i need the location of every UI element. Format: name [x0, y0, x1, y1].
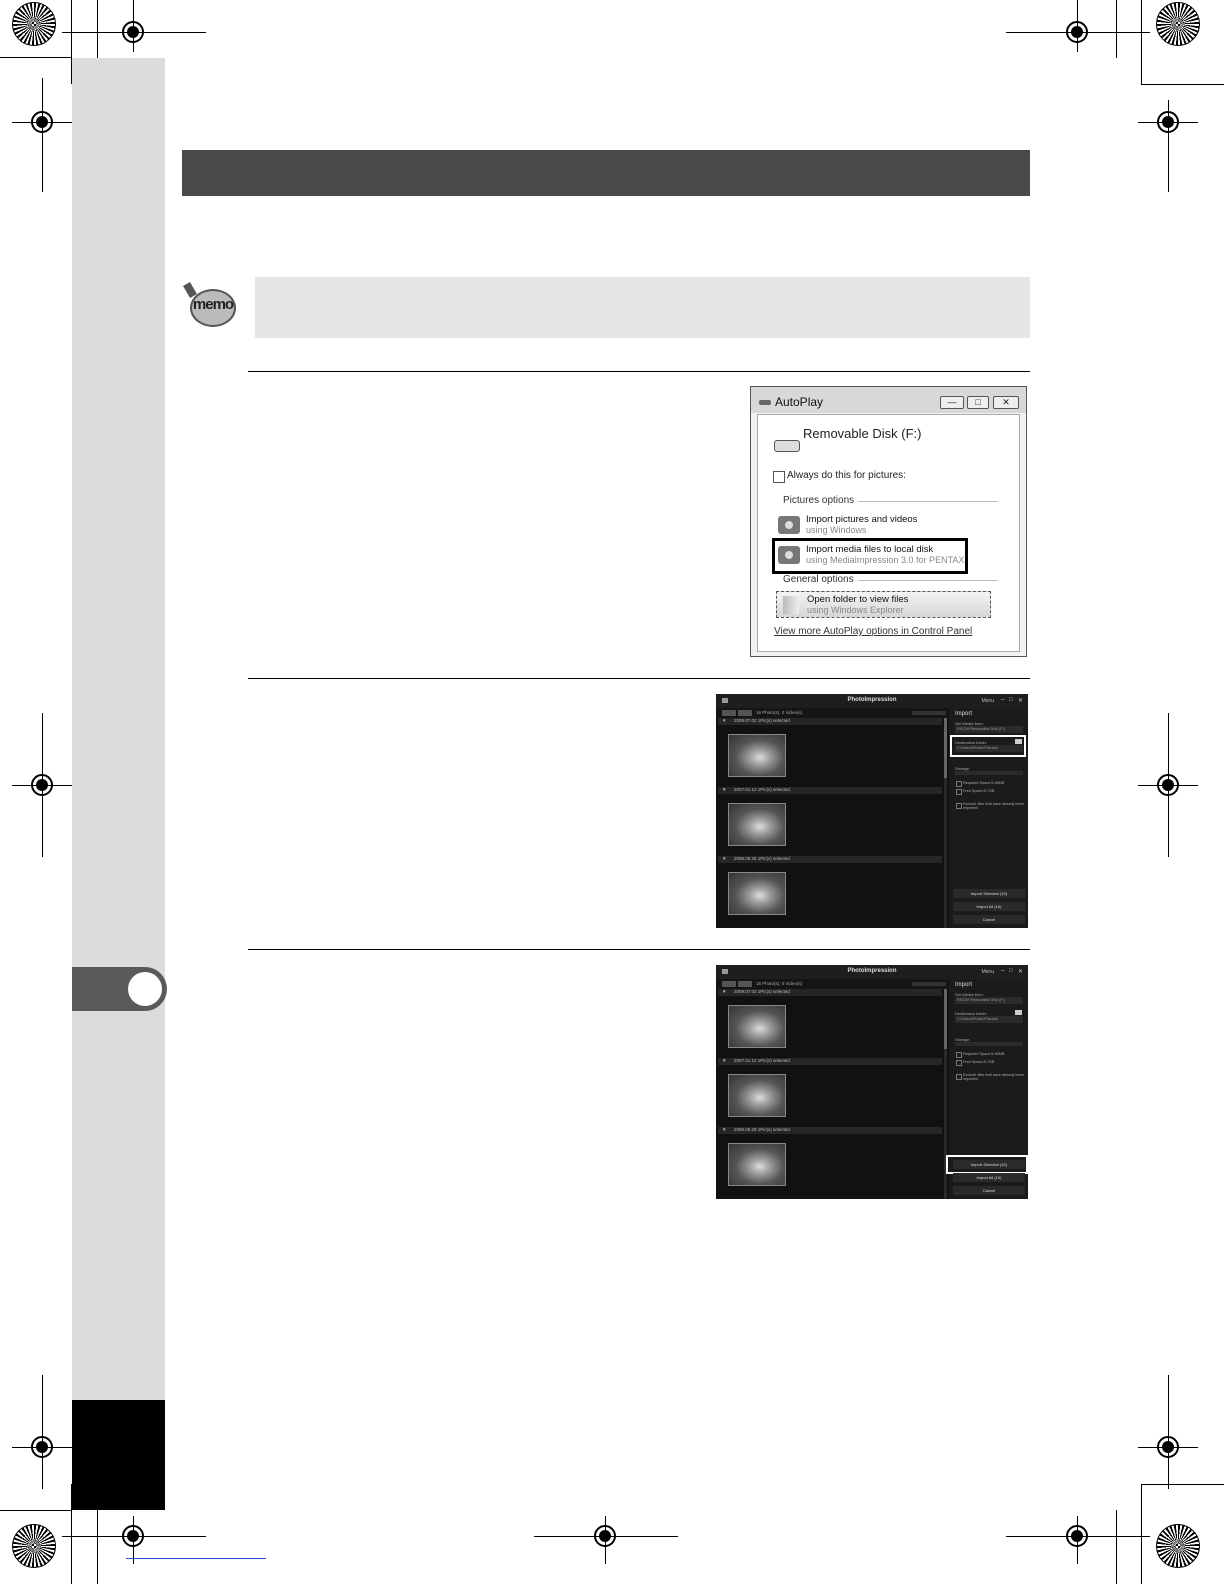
app-title: PhotoImpression — [847, 968, 897, 974]
scrollbar-thumb[interactable] — [944, 989, 947, 1049]
crop-mark — [0, 57, 72, 58]
collapse-icon: ▼ — [722, 718, 727, 723]
destination-label: Destination folder: — [955, 740, 988, 745]
memo-icon — [186, 283, 238, 329]
free-space-check — [956, 1060, 962, 1066]
minimize-button[interactable]: — — [940, 396, 964, 409]
date-group[interactable]: ▼ 2009.07.02 1Pic(s) selected — [718, 989, 942, 996]
registration-starburst-bottom-left — [12, 1524, 56, 1568]
photoimpression-window — [716, 694, 1028, 928]
date-group[interactable]: ▼ 2006.08.28 1Pic(s) selected — [718, 1127, 942, 1134]
removable-disk-icon — [774, 440, 800, 452]
crop-mark — [0, 1510, 72, 1511]
close-button[interactable]: ✕ — [993, 396, 1019, 409]
collapse-icon: ▼ — [722, 989, 727, 994]
side-strip-footer — [72, 1400, 165, 1510]
minimize-button[interactable]: – — [1001, 697, 1005, 703]
collapse-icon: ▼ — [722, 856, 727, 861]
option-open-folder-label: Open folder to view files — [807, 594, 909, 605]
media-count: 16 Photo(s), 0 Video(s) — [756, 710, 803, 715]
import-title: Import — [955, 982, 973, 988]
highlight-frame — [772, 538, 968, 574]
date-group[interactable]: ▼ 2006.08.28 1Pic(s) selected — [718, 856, 942, 863]
storage-label: Storage: — [955, 1037, 971, 1042]
step-divider — [248, 678, 1030, 679]
date-group[interactable]: ▼ 2007.01.12 1Pic(s) selected — [718, 787, 942, 794]
autoplay-disk-icon — [759, 400, 771, 405]
highlight-frame — [946, 1155, 1028, 1174]
media-from-label: Get Media from: — [955, 721, 984, 726]
general-options-heading: General options — [783, 574, 854, 585]
side-strip — [72, 58, 165, 1400]
destination-label: Destination folder: — [955, 1011, 988, 1016]
autoplay-titlebar — [751, 387, 1026, 413]
media-from-select[interactable]: RICOH Removable Disk (F:) — [955, 997, 1023, 1004]
required-space: Required Space:5.45MB — [963, 781, 1005, 785]
destination-field[interactable]: C:\Users\Public\Pictures — [955, 745, 1023, 752]
menu-button[interactable]: Menu — [981, 969, 994, 975]
autoplay-dialog — [750, 386, 1027, 657]
maximize-button[interactable]: □ — [1009, 697, 1013, 703]
import-title: Import — [955, 711, 973, 717]
memo-box — [255, 277, 1030, 338]
option-import-media-sub: using MediaImpression 3.0 for PENTAX — [806, 555, 965, 565]
step-divider — [248, 949, 1030, 950]
free-space: Free Space:8.7GB — [963, 789, 995, 793]
required-space-check — [956, 1052, 962, 1058]
date-group[interactable]: ▼ 2007.01.12 1Pic(s) selected — [718, 1058, 942, 1065]
collapse-icon: ▼ — [722, 1058, 727, 1063]
option-import-pictures[interactable]: Import pictures and videos — [806, 514, 918, 525]
memo-icon-label: memo — [192, 296, 234, 313]
folder-button[interactable] — [738, 981, 752, 987]
photo-thumbnail[interactable] — [728, 1074, 786, 1117]
section-divider — [858, 580, 998, 581]
storage-label: Storage: — [955, 766, 971, 771]
registration-starburst-bottom-right — [1156, 1524, 1200, 1568]
destination-field[interactable]: C:\Users\Public\Pictures — [955, 1016, 1023, 1023]
exclude-checkbox[interactable] — [956, 1074, 962, 1080]
date-group[interactable]: ▼ 2009.07.02 1Pic(s) selected — [718, 718, 942, 725]
cancel-button[interactable]: Cancel — [953, 1186, 1025, 1195]
pictures-options-heading: Pictures options — [783, 495, 855, 506]
required-space: Required Space:5.45MB — [963, 1052, 1005, 1056]
crop-mark — [1141, 1484, 1224, 1485]
required-space-check — [956, 781, 962, 787]
app-title: PhotoImpression — [847, 697, 897, 703]
media-from-select[interactable]: RICOH Removable Disk (F:) — [955, 726, 1023, 733]
free-space: Free Space:8.7GB — [963, 1060, 995, 1064]
option-open-folder-sub: using Windows Explorer — [807, 605, 904, 615]
view-button[interactable] — [722, 981, 736, 987]
photoimpression-window — [716, 965, 1028, 1199]
always-checkbox[interactable] — [773, 471, 785, 483]
import-all-button[interactable]: Import All (16) — [953, 1173, 1025, 1182]
scrollbar-thumb[interactable] — [944, 718, 947, 778]
menu-button[interactable]: Menu — [981, 698, 994, 704]
crop-mark — [1116, 0, 1117, 58]
crop-mark — [1116, 1510, 1117, 1584]
always-checkbox-label: Always do this for pictures: — [787, 470, 906, 481]
registration-starburst-top-right — [1156, 2, 1200, 46]
crop-mark — [97, 0, 98, 58]
photo-thumbnail[interactable] — [728, 1005, 786, 1048]
storage-bar — [955, 1042, 1023, 1046]
import-selected-button[interactable]: Import Selected (10) — [953, 1160, 1025, 1169]
autoplay-control-panel-link[interactable]: View more AutoPlay options in Control Panel — [774, 626, 973, 637]
crop-mark — [1141, 1484, 1142, 1584]
camera-icon — [778, 516, 800, 534]
option-import-media[interactable]: Import media files to local disk — [806, 544, 934, 555]
cancel-button[interactable]: Cancel — [953, 915, 1025, 924]
import-selected-button[interactable]: Import Selected (10) — [953, 889, 1025, 898]
free-space-check — [956, 789, 962, 795]
zoom-slider[interactable] — [912, 982, 946, 986]
exclude-label: Exclude files that have already been imported — [963, 1073, 1025, 1081]
exclude-label: Exclude files that have already been imported — [963, 802, 1025, 810]
folder-button[interactable] — [738, 710, 752, 716]
section-header-bar — [182, 150, 1030, 196]
section-divider — [858, 501, 998, 502]
photo-thumbnail[interactable] — [728, 803, 786, 846]
minimize-button[interactable]: – — [1001, 968, 1005, 974]
collapse-icon: ▼ — [722, 1127, 727, 1132]
option-open-folder[interactable] — [776, 591, 991, 618]
photo-thumbnail[interactable] — [728, 734, 786, 777]
crop-mark — [1141, 84, 1224, 85]
footer-link-underline — [126, 1558, 266, 1559]
photo-thumbnail[interactable] — [728, 1143, 786, 1186]
import-all-button[interactable]: Import All (16) — [953, 902, 1025, 911]
close-button[interactable]: ✕ — [1018, 969, 1024, 975]
close-button[interactable]: ✕ — [1018, 698, 1024, 704]
highlight-frame — [950, 735, 1026, 757]
device-title: Removable Disk (F:) — [803, 426, 922, 441]
exclude-checkbox[interactable] — [956, 803, 962, 809]
folder-icon[interactable] — [1015, 1010, 1022, 1015]
photo-thumbnail[interactable] — [728, 872, 786, 915]
registration-starburst-top-left — [12, 2, 56, 46]
autoplay-content — [757, 414, 1020, 652]
maximize-button[interactable]: □ — [967, 396, 989, 409]
media-count: 16 Photo(s), 0 Video(s) — [756, 981, 803, 986]
view-button[interactable] — [722, 710, 736, 716]
chapter-tab-circle — [128, 972, 162, 1006]
storage-bar — [955, 771, 1023, 775]
folder-icon — [783, 596, 799, 614]
crop-mark — [1141, 0, 1142, 84]
maximize-button[interactable]: □ — [1009, 968, 1013, 974]
autoplay-title: AutoPlay — [775, 395, 824, 409]
zoom-slider[interactable] — [912, 711, 946, 715]
media-from-label: Get Media from: — [955, 992, 984, 997]
crop-mark — [97, 1510, 98, 1584]
option-import-pictures-sub: using Windows — [806, 525, 867, 535]
step-divider — [248, 371, 1030, 372]
collapse-icon: ▼ — [722, 787, 727, 792]
